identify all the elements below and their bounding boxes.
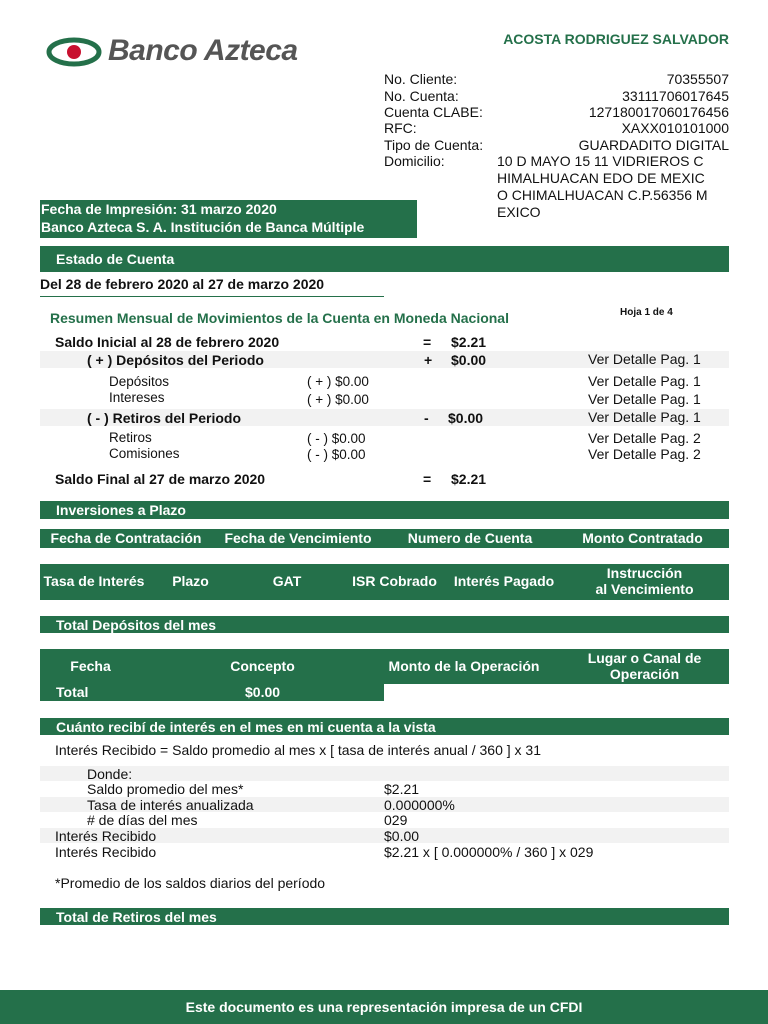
print-date-box xyxy=(40,200,417,238)
dep-item-detail: Ver Detalle Pag. 1 xyxy=(588,391,701,407)
inversiones-cols1 xyxy=(40,529,729,548)
total-label: Total xyxy=(56,684,89,700)
interes-recibido-value: $0.00 xyxy=(384,828,420,844)
saldo-final-amount: $2.21 xyxy=(451,471,487,487)
col-isr-cobrado: ISR Cobrado xyxy=(352,573,437,589)
estado-cuenta-header: Estado de Cuenta xyxy=(40,246,729,272)
ret-item-detail: Ver Detalle Pag. 2 xyxy=(588,430,701,446)
retiros-amount: $0.00 xyxy=(448,410,484,426)
period-underline xyxy=(40,296,384,297)
col-fecha-contratacion: Fecha de Contratación xyxy=(50,530,202,546)
col-numero-cuenta: Numero de Cuenta xyxy=(407,530,533,546)
ret-item-detail: Ver Detalle Pag. 2 xyxy=(588,446,701,462)
ret-item-amount: ( - ) $0.00 xyxy=(307,447,366,462)
footer-text: Este documento es una representación impresa de un CFDI xyxy=(185,999,583,1015)
bank-legal-name: Banco Azteca S. A. Institución de Banca Múltiple xyxy=(41,218,365,235)
dep-item-label: Intereses xyxy=(109,390,165,405)
dep-item-amount: ( + ) $0.00 xyxy=(307,392,369,407)
saldo-promedio-value: $2.21 xyxy=(384,781,420,797)
donde-label: Donde: xyxy=(87,766,133,782)
bank-name: Banco Azteca xyxy=(108,34,298,67)
depositos-label: ( + ) Depósitos del Periodo xyxy=(87,352,264,368)
dep-item-label: Depósitos xyxy=(109,374,170,389)
interes-header: Cuánto recibí de interés en el mes en mi cuenta a la vista xyxy=(40,718,729,735)
depositos-mes-table-header xyxy=(40,649,729,684)
depositos-mes-header: Total Depósitos del mes xyxy=(40,616,729,633)
footer-banner xyxy=(0,990,768,1024)
bank-logo xyxy=(46,34,336,70)
customer-name: ACOSTA RODRIGUEZ SALVADOR xyxy=(503,31,729,47)
ret-item-label: Comisiones xyxy=(109,446,180,461)
domicilio-label: Domicilio: xyxy=(384,153,445,169)
ret-item-label: Retiros xyxy=(109,430,152,445)
info-row-clabe: Cuenta CLABE: 127180017060176456 xyxy=(384,104,729,120)
depositos-detail: Ver Detalle Pag. 1 xyxy=(588,351,701,367)
retiros-op: - xyxy=(424,410,429,426)
depositos-mes-total-row xyxy=(40,684,384,701)
retiros-mes-header: Total de Retiros del mes xyxy=(40,908,729,925)
donde-row-bg xyxy=(40,766,729,781)
saldo-promedio-label: Saldo promedio del mes* xyxy=(87,781,244,797)
col-tasa-interes: Tasa de Interés xyxy=(43,573,145,589)
dias-value: 029 xyxy=(384,812,408,828)
bank-logo-icon xyxy=(46,36,102,68)
summary-title: Resumen Mensual de Movimientos de la Cuenta en Moneda Nacional xyxy=(50,310,509,326)
col-fecha: Fecha xyxy=(70,658,111,674)
col-fecha-vencimiento: Fecha de Vencimiento xyxy=(224,530,372,546)
retiros-detail: Ver Detalle Pag. 1 xyxy=(588,409,701,425)
dias-label: # de días del mes xyxy=(87,812,198,828)
saldo-final-label: Saldo Final al 27 de marzo 2020 xyxy=(55,471,266,487)
col-concepto: Concepto xyxy=(230,658,295,674)
interes-formula: Interés Recibido = Saldo promedio al mes x [ tasa de interés anual / 360 ] x 31 xyxy=(55,742,542,758)
page-number: Hoja 1 de 4 xyxy=(620,307,673,318)
domicilio-address: 10 D MAYO 15 11 VIDRIEROS C HIMALHUACAN EDO DE MEXIC O CHIMALHUACAN C.P.56356 M EXICO xyxy=(497,153,708,220)
info-row-tipo: Tipo de Cuenta: GUARDADITO DIGITAL xyxy=(384,137,729,153)
depositos-amount: $0.00 xyxy=(451,352,487,368)
print-date: Fecha de Impresión: 31 marzo 2020 xyxy=(41,201,277,217)
tasa-label: Tasa de interés anualizada xyxy=(87,797,254,813)
saldo-inicial-amount: $2.21 xyxy=(451,334,487,350)
info-row-cuenta: No. Cuenta: 33111706017645 xyxy=(384,88,729,104)
col-monto-operacion: Monto de la Operación xyxy=(388,658,540,674)
col-interes-pagado: Interés Pagado xyxy=(453,573,555,589)
col-plazo: Plazo xyxy=(172,573,209,589)
interes-recibido-calc-value: $2.21 x [ 0.000000% / 360 ] x 029 xyxy=(384,844,594,860)
saldo-final-op: = xyxy=(423,471,432,487)
col-monto-contratado: Monto Contratado xyxy=(582,530,703,546)
inversiones-header: Inversiones a Plazo xyxy=(40,501,729,519)
dep-item-detail: Ver Detalle Pag. 1 xyxy=(588,373,701,389)
dep-item-amount: ( + ) $0.00 xyxy=(307,374,369,389)
info-row-rfc: RFC: XAXX010101000 xyxy=(384,120,729,136)
saldo-inicial-op: = xyxy=(423,334,432,350)
info-row-cliente: No. Cliente: 70355507 xyxy=(384,71,729,87)
total-amount: $0.00 xyxy=(245,684,281,700)
inversiones-cols2 xyxy=(40,564,729,600)
col-gat: GAT xyxy=(272,573,302,589)
tasa-value: 0.000000% xyxy=(384,797,455,813)
interes-recibido-calc-label: Interés Recibido xyxy=(55,844,157,860)
saldo-inicial-label: Saldo Inicial al 28 de febrero 2020 xyxy=(55,334,280,350)
interes-recibido-label: Interés Recibido xyxy=(55,828,157,844)
retiros-label: ( - ) Retiros del Periodo xyxy=(87,410,242,426)
col-lugar-canal: Lugar o Canal de Operación xyxy=(587,650,702,682)
promedio-note: *Promedio de los saldos diarios del período xyxy=(55,875,326,891)
statement-period: Del 28 de febrero 2020 al 27 de marzo 2020 xyxy=(40,276,325,292)
depositos-op: + xyxy=(424,352,433,368)
ret-item-amount: ( - ) $0.00 xyxy=(307,431,366,446)
col-instruccion: Instrucción al Vencimiento xyxy=(595,565,694,597)
